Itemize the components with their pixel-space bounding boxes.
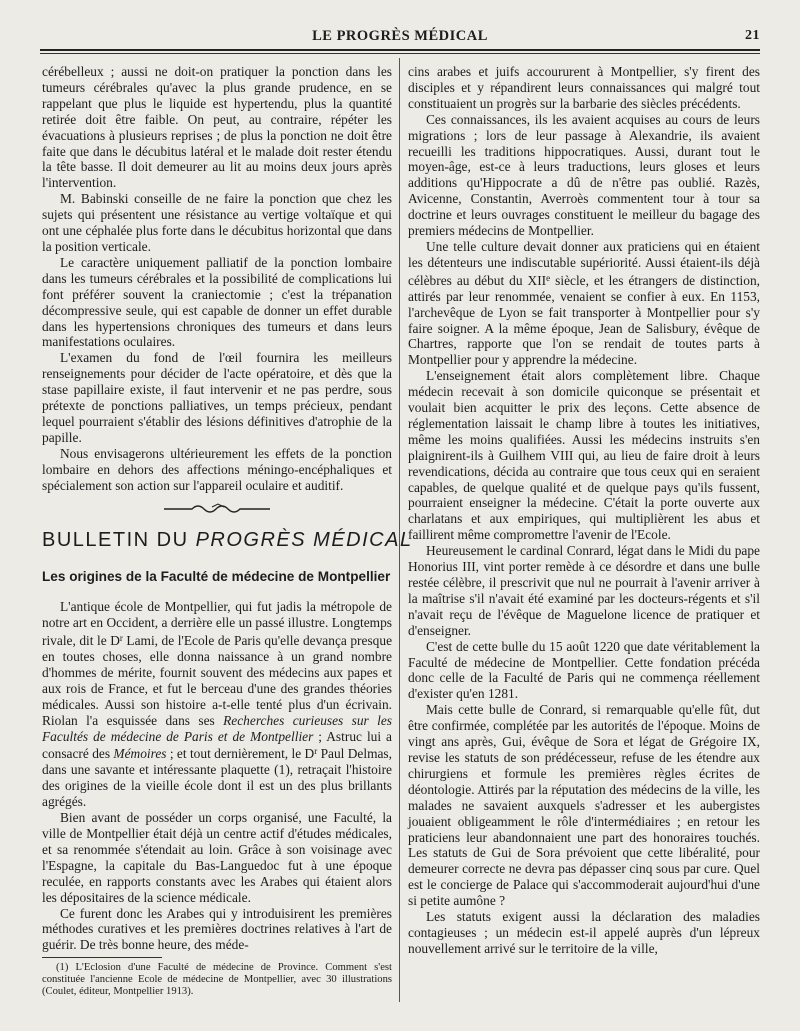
- flourish-icon: [162, 501, 272, 515]
- paragraph: Ces connaissances, ils les avaient acquises au cours de leurs migrations ; lors de leur passage à Alexandrie, ils avaient recueilli les traditions hippocratiques. Aussi, durant tout le moyen-âge, est-ce à leurs traductions, leurs gloses et leurs additions qu'Hippocrate a dû de n'être pas oublié. Razès, Avicenne, Constantin, Averroès commentent tour à tour sa doctrine et leurs ouvrages constituent le meilleur du bagage des premiers médecins de Montpellier.: [408, 111, 760, 239]
- text-run: Paul Delmas, dans une savante et intéressante plaquette (1), retraçait l'histoire des origines de la vieille école dont il est un des plus brillants agrégés.: [42, 746, 392, 810]
- running-head: [40, 28, 760, 48]
- bulletin-title-prefix: BULLETIN DU: [42, 529, 196, 552]
- text-run: ; Astruc lui a consacré des: [42, 728, 392, 762]
- paragraph: Les statuts exigent aussi la déclaration des maladies contagieuses ; un médecin est-il appelé auprès d'un lépreux nouvellement arrivé sur le territoire de la ville,: [408, 909, 760, 956]
- paragraph: C'est de cette bulle du 15 août 1220 que date véritablement la Faculté de médecine de Montpellier. Cette fondation précéda donc celle de la Faculté de Paris qui ne commença réellement d'exister qu'en 1281.: [408, 638, 760, 702]
- paragraph: L'examen du fond de l'œil fournira les meilleurs renseignements pour décider de l'acte opératoire, et dès que la stase papillaire existe, il faut intervenir et ne pas perdre, sous prétexte de ponctions palliatives, un temps précieux, pendant lequel pourraient s'établir des lésions définitives d'atrophie de la papille.: [42, 350, 392, 445]
- text-run: Une telle culture devait donner aux praticiens qui en étaient les détenteurs une indiscutable supériorité. Aussi étaient-ils déjà célèbres au début du XII: [408, 238, 760, 288]
- header-rule: [40, 49, 760, 51]
- paragraph: cins arabes et juifs accoururent à Montpellier, s'y firent des disciples et y répandirent leurs connaissances qui malgré tout constituaient un progrès sur la barbarie des siècles précédents.: [408, 64, 760, 111]
- bulletin-title: [42, 529, 413, 552]
- italic-title: Recherches curieuses sur les Facultés de médecine de Paris et de Montpellier: [42, 712, 392, 744]
- journal-title: LE PROGRÈS MÉDICAL: [312, 28, 488, 44]
- paragraph: [408, 239, 760, 368]
- footnote-text: (1) L'Eclosion d'une Faculté de médecine de Province. Comment s'est constituée l'ancienne Ecole de médecine de Montpellier, avec 30 illustrations (Coulet, éditeur, Montpellier 1913).: [42, 962, 392, 998]
- paragraph: Heureusement le cardinal Conrard, légat dans le Midi du pape Honorius III, vint porter remède à ce désordre et dans une bulle restée célèbre, il prescrivit que nul ne pourrait à l'avenir arriver à la maîtrise s'il n'avait été examiné par les docteurs-régents et s'il n'avait reçu de l'évêque de Maguelone licence de pratiquer et d'enseigner.: [408, 543, 760, 638]
- footnote-rule: [42, 957, 162, 958]
- paragraph: cérébelleux ; aussi ne doit-on pratiquer la ponction dans les tumeurs cérébrales qu'avec la plus grande prudence, en se rappelant que plus le liquide est hypertendu, plus la quantité retirée doit être faible. On peut, au contraire, répéter les évacuations à plusieurs reprises ; de plus la ponction ne doit être faite que dans le décubitus latéral et le malade doit rester étendu la tête basse. Il doit demeurer au lit au moins deux jours après l'intervention.: [42, 64, 392, 191]
- page-number: 21: [745, 28, 760, 43]
- paragraph: L'enseignement était alors complètement libre. Chaque médecin recevait à son domicile quiconque se présentait et voulait bien acquitter le prix des leçons. Cette absence de réglementation laissait le champ libre à toutes les initiatives, même les moins qualifiées. Aussi les médecins instruits s'en plaignirent-ils à Guilhem VIII qui, au lieu de faire droit à leurs revendications, décida au contraire que tous ceux qui en seraient capables, de quelque qualité et de quelque pays qu'ils fussent, pourraient enseigner la médecine. C'était la porte ouverte aux charlatans et aux empiriques, qui multiplièrent les abus et faillirent même compromettre l'avenir de l'Ecole.: [408, 368, 760, 543]
- ornament-divider: [42, 493, 392, 527]
- paragraph: Mais cette bulle de Conrard, si remarquable qu'elle fût, dut être confirmée, complétée par les autorités de l'époque. Moins de vingt ans après, Gui, évêque de Sora et légat de Grégoire IX, revise les statuts de son prédécesseur, refuse de les étendre aux chirurgiens et formule les premières règles écrites de déontologie. Attirés par la réputation des médecins de la ville, les malades ne savaient auxquels s'adresser et les aubergistes jouaient obligeamment le rôle d'intermédiaires ; en retour les praticiens leur abandonnaient une part des honoraires touchés. Les statuts de Gui de Sora prévoient que cette libéralité, pour demeurer correcte ne devra pas dépasser cinq sous par cure. Quel est le concierge de Palace qui s'accommoderait aujourd'hui d'une si petite aumône ?: [408, 702, 760, 909]
- paragraph: M. Babinski conseille de ne faire la ponction que chez les sujets qui présentent une résistance au vertige voltaïque et qui ont une céphalée plus forte dans le décubitus horizontal que dans la position verticale.: [42, 191, 392, 254]
- footnote: [42, 962, 392, 999]
- paragraph: Nous envisagerons ultérieurement les effets de la ponction lombaire en dehors des affections méningo-encéphaliques et spécialement son action sur l'appareil oculaire et auditif.: [42, 445, 392, 493]
- text-run: L'antique école de Montpellier, qui fut jadis la métropole de notre art en Occident, a derrière elle un passé illustre. Longtemps rivale, dit le D: [42, 599, 392, 649]
- italic-title: Mémoires: [113, 746, 167, 762]
- paragraph: Le caractère uniquement palliatif de la ponction lombaire dans les tumeurs cérébrales et la possibilité de complications lui font préférer souvent la craniectomie ; c'est la trépanation décompressive seule, qui est capable de donner un effet durable dans les hypertensions chroniques des tumeurs et dans leurs manifestations oculaires.: [42, 254, 392, 350]
- superscript: r: [314, 746, 318, 757]
- paragraph: Bien avant de posséder un corps organisé, une Faculté, la ville de Montpellier était déjà un centre actif d'études médicales, et sa renommée s'étendait au loin. Grâce à son voisinage avec l'Espagne, la capitale du Bas-Languedoc fut à une époque reculée, en rapports constants avec les Arabes qui étaient alors les dépositaires de la science médicale.: [42, 810, 392, 905]
- header-rule-thin: [40, 53, 760, 54]
- paragraph: Ce furent donc les Arabes qui y introduisirent les premières méthodes curatives et les premières doctrines relatives à l'art de guérir. De très bonne heure, des méde-: [42, 905, 392, 953]
- right-column: [408, 64, 760, 957]
- superscript: e: [546, 272, 551, 283]
- section-heading: Les origines de la Faculté de médecine de Montpellier: [42, 569, 391, 585]
- bulletin-title-journal: PROGRÈS MÉDICAL: [195, 529, 413, 552]
- text-run: siècle, et les étrangers de distinction, attirés par leur renommée, venaient se confier à eux. En 1153, l'archevêque de Lyon se fait transporter à Montpellier pour s'y faire soigner. A la même époque, Jean de Salisbury, évêque de Chartres, rapporte que l'on se rendait de toutes parts à Montpellier pour y apprendre la médecine.: [408, 272, 760, 368]
- superscript: r: [119, 633, 123, 644]
- paragraph: [42, 599, 392, 810]
- text-run: Lami, de l'Ecole de Paris qu'elle devança presque en toutes choses, elle donna naissance à un grand nombre d'hommes de mérite, fournit souvent des médecins aux papes et aux rois de France, et fut le berceau d'une des grandes théories médicales. Aussi son histoire a-t-elle tenté plus d'un écrivain. Riolan l'a esquissée dans ses: [42, 633, 393, 728]
- text-run: ; et tout dernièrement, le D: [166, 746, 315, 762]
- left-column: [42, 64, 413, 953]
